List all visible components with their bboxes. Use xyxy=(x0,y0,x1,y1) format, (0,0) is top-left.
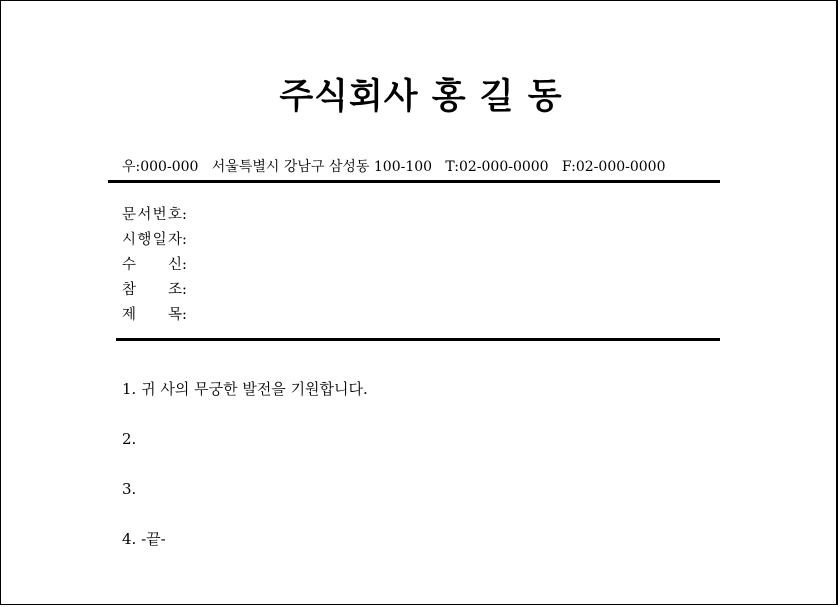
meta-field-subject xyxy=(122,305,190,330)
meta-label: 참 조 xyxy=(122,282,182,298)
company-title: 주식회사 홍 길 동 xyxy=(279,77,563,117)
meta-divider xyxy=(116,338,720,341)
body-item: 2. xyxy=(122,430,137,448)
body-list xyxy=(122,379,368,579)
meta-colon: : xyxy=(182,307,187,323)
meta-label: 제 목 xyxy=(122,307,182,323)
body-item: 3. xyxy=(122,480,137,498)
meta-colon: : xyxy=(182,257,187,273)
meta-colon: : xyxy=(182,207,187,223)
meta-label: 시 행 일 자 xyxy=(122,232,182,248)
meta-label: 문 서 번 호 xyxy=(122,207,182,223)
header-divider xyxy=(108,180,720,183)
meta-colon: : xyxy=(182,282,187,298)
body-item: 1. 귀 사의 무궁한 발전을 기원합니다. xyxy=(122,380,368,398)
body-item: 4. -끝- xyxy=(122,530,166,548)
meta-field-issue-date xyxy=(122,230,190,255)
meta-label: 수 신 xyxy=(122,257,182,273)
meta-field-recipient xyxy=(122,255,190,280)
meta-colon: : xyxy=(182,232,187,248)
meta-field-reference xyxy=(122,280,190,305)
address-line: 우:000-000 서울특별시 강남구 삼성동 100-100 T:02-000-0000 F:02-000-0000 xyxy=(122,159,666,175)
document-meta-fields xyxy=(122,205,190,330)
meta-field-document-number xyxy=(122,205,190,230)
